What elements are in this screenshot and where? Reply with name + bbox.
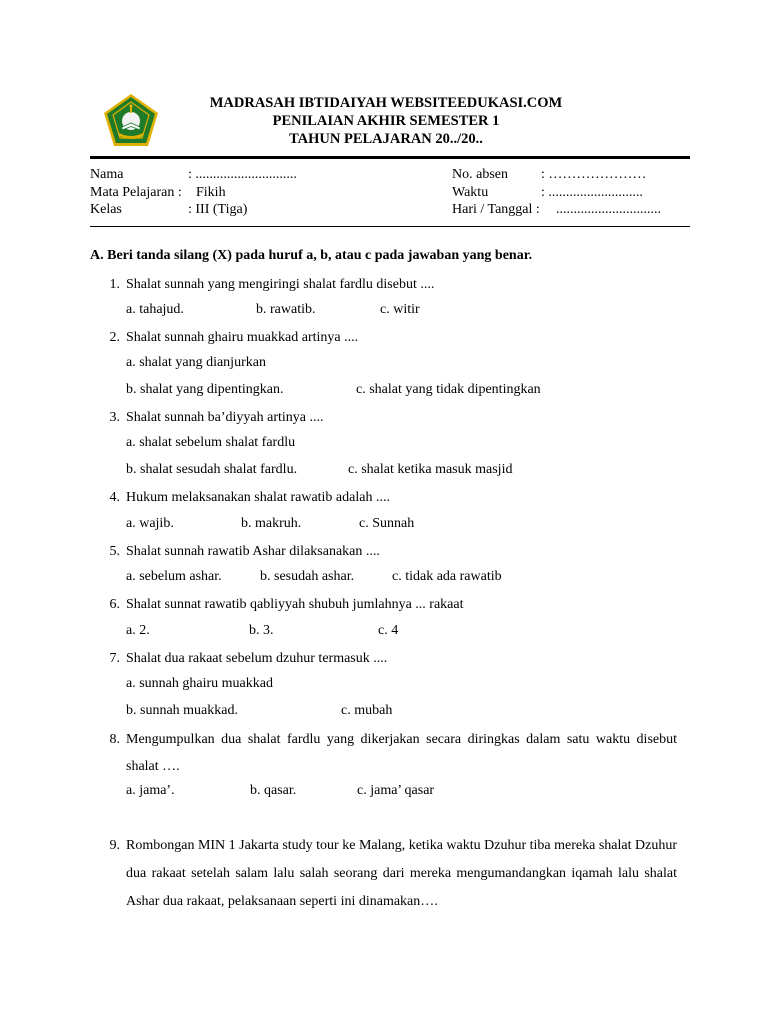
question-number: 7. [109, 651, 120, 666]
question-text: Shalat sunnah rawatib Ashar dilaksanakan .... [126, 544, 380, 559]
q7-option-b: b. sunnah muakkad. [126, 703, 238, 718]
q4-option-b: b. makruh. [241, 516, 302, 531]
student-info-right [452, 166, 690, 219]
info-row-class [90, 201, 420, 219]
question-number: 9. [109, 838, 120, 853]
question-text: Mengumpulkan dua shalat fardlu yang dikerjakan secara diringkas dalam satu waktu disebut shalat …. [126, 732, 677, 774]
question-text: Shalat sunnah ba’diyyah artinya .... [126, 410, 324, 425]
q3-option-c: c. shalat ketika masuk masjid [348, 462, 513, 477]
subject-value: Fikih [196, 184, 226, 200]
q7-option-a: a. sunnah ghairu muakkad [126, 676, 273, 691]
question-number: 4. [109, 490, 120, 505]
q7-option-c: c. mubah [341, 703, 393, 718]
q8-option-a: a. jama’. [126, 783, 175, 798]
class-label: Kelas [90, 202, 122, 217]
q2-option-a: a. shalat yang dianjurkan [126, 355, 266, 370]
absen-value: : ………………… [541, 167, 647, 182]
question-number: 8. [109, 732, 120, 747]
q6-option-c: c. 4 [378, 623, 399, 638]
question-number: 1. [109, 277, 120, 292]
question-number: 2. [109, 330, 120, 345]
question-number: 5. [109, 544, 120, 559]
section-a-instruction: A. Beri tanda silang (X) pada huruf a, b, atau c pada jawaban yang benar. [90, 248, 533, 263]
q6-option-a: a. 2. [126, 623, 150, 638]
q1-option-b: b. rawatib. [256, 302, 316, 317]
question-text: Hukum melaksanakan shalat rawatib adalah .... [126, 490, 390, 505]
question-text: Shalat sunnat rawatib qabliyyah shubuh jumlahnya ... rakaat [126, 597, 464, 612]
q5-option-c: c. tidak ada rawatib [392, 569, 502, 584]
header-divider-thin [90, 226, 690, 227]
info-row-name [90, 166, 420, 184]
info-row-date [452, 201, 690, 219]
info-row-time [452, 184, 690, 202]
school-name: MADRASAH IBTIDAIYAH WEBSITEEDUKASI.COM [209, 95, 563, 111]
student-info-left [90, 166, 420, 219]
question-text: Shalat sunnah yang mengiringi shalat fardlu disebut .... [126, 277, 435, 292]
q8-option-b: b. qasar. [250, 783, 297, 798]
q3-option-b: b. shalat sesudah shalat fardlu. [126, 462, 298, 477]
q8-option-c: c. jama’ qasar [357, 783, 435, 798]
subject-label: Mata Pelajaran : [90, 184, 182, 200]
name-label: Nama [90, 167, 124, 182]
date-value: .............................. [556, 202, 661, 217]
date-label: Hari / Tanggal : [452, 202, 540, 217]
question-8 [90, 726, 677, 780]
header-divider-thick [90, 156, 690, 159]
exam-title: PENILAIAN AKHIR SEMESTER 1 [272, 113, 500, 129]
document-header [0, 94, 768, 148]
q1-option-a: a. tahajud. [126, 302, 184, 317]
q5-option-a: a. sebelum ashar. [126, 569, 222, 584]
time-label: Waktu [452, 184, 489, 200]
q2-option-b: b. shalat yang dipentingkan. [126, 382, 284, 397]
q4-option-c: c. Sunnah [359, 516, 415, 531]
question-text: Shalat dua rakaat sebelum dzuhur termasuk .... [126, 651, 388, 666]
question-text: Shalat sunnah ghairu muakkad artinya .... [126, 330, 359, 345]
q2-option-c: c. shalat yang tidak dipentingkan [356, 382, 541, 397]
question-number: 6. [109, 597, 120, 612]
absen-label: No. absen [452, 167, 508, 182]
q5-option-b: b. sesudah ashar. [260, 569, 355, 584]
question-number: 3. [109, 410, 120, 425]
info-row-subject [90, 184, 420, 202]
q4-option-a: a. wajib. [126, 516, 174, 531]
q6-option-b: b. 3. [249, 623, 274, 638]
question-text: Rombongan MIN 1 Jakarta study tour ke Malang, ketika waktu Dzuhur tiba mereka shalat Dzuhur dua rakaat setelah salam lalu salah seorang dari mereka mengumandangkan iqamah lalu shalat Ashar dua rakaat, pelaksanaan seperti ini dinamakan…. [126, 838, 677, 909]
info-row-absen [452, 166, 690, 184]
question-9 [90, 832, 677, 916]
academic-year: TAHUN PELAJARAN 20../20.. [289, 131, 483, 147]
name-value: : ............................. [188, 167, 297, 182]
q1-option-c: c. witir [380, 302, 420, 317]
time-value: : ........................... [541, 184, 643, 200]
q3-option-a: a. shalat sebelum shalat fardlu [126, 435, 296, 450]
class-value: : III (Tiga) [188, 202, 248, 217]
